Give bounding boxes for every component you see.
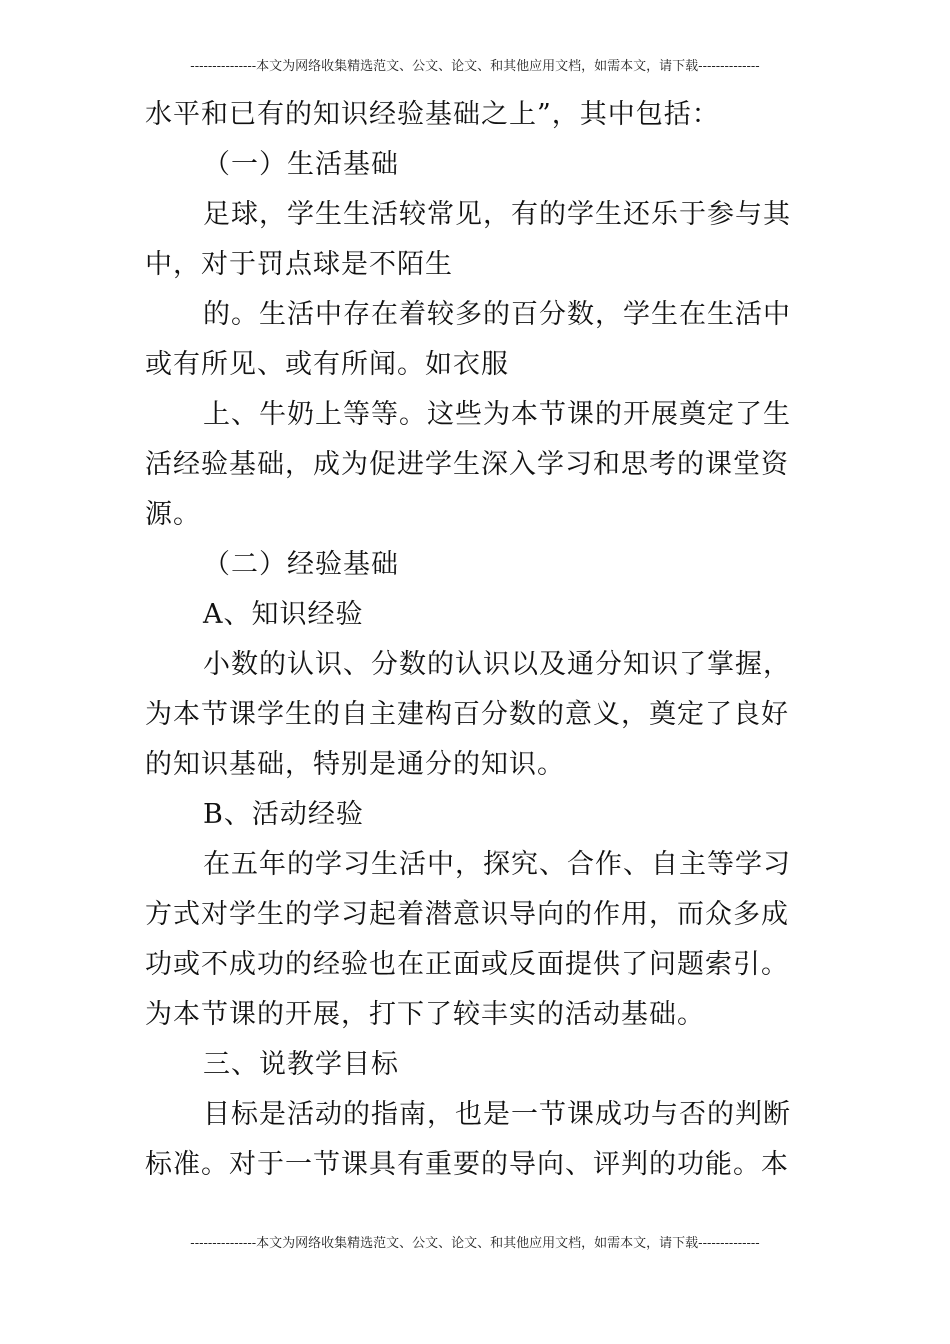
- paragraph-knowledge-basis: 小数的认识、分数的认识以及通分知识了掌握，为本节课学生的自主建构百分数的意义，奠定了良好的知识基础，特别是通分的知识。: [145, 649, 791, 780]
- section-heading-life-basis: （一）生活基础: [203, 149, 399, 180]
- document-body: [145, 90, 805, 1190]
- section-heading-experience-basis: （二）经验基础: [203, 549, 399, 580]
- paragraph-continuation: 水平和已有的知识经验基础之上”，其中包括：: [145, 99, 720, 130]
- paragraph-goals: 目标是活动的指南，也是一节课成功与否的判断标准。对于一节课具有重要的导向、评判的功能。本: [145, 1099, 791, 1180]
- paragraph-percentages-in-life: 的。生活中存在着较多的百分数，学生在生活中或有所见、或有所闻。如衣服: [145, 299, 791, 380]
- subheading-knowledge-experience: A、知识经验: [203, 599, 364, 630]
- subheading-activity-experience: B、活动经验: [203, 799, 364, 830]
- paragraph-activity-basis: 在五年的学习生活中，探究、合作、自主等学习方式对学生的学习起着潜意识导向的作用，而众多成功或不成功的经验也在正面或反面提供了问题索引。为本节课的开展，打下了较丰实的活动基础。: [145, 849, 791, 1030]
- footer-banner: ---------------本文为网络收集精选范文、公文、论文、和其他应用文档，如需本文，请下载--------------: [190, 1236, 760, 1251]
- section-heading-teaching-goals: 三、说教学目标: [203, 1049, 399, 1080]
- header-banner: ---------------本文为网络收集精选范文、公文、论文、和其他应用文档，如需本文，请下载--------------: [190, 59, 760, 74]
- paragraph-football: 足球，学生生活较常见，有的学生还乐于参与其中，对于罚点球是不陌生: [145, 199, 791, 280]
- paragraph-life-experience: 上、牛奶上等等。这些为本节课的开展奠定了生活经验基础，成为促进学生深入学习和思考的课堂资源。: [145, 399, 791, 530]
